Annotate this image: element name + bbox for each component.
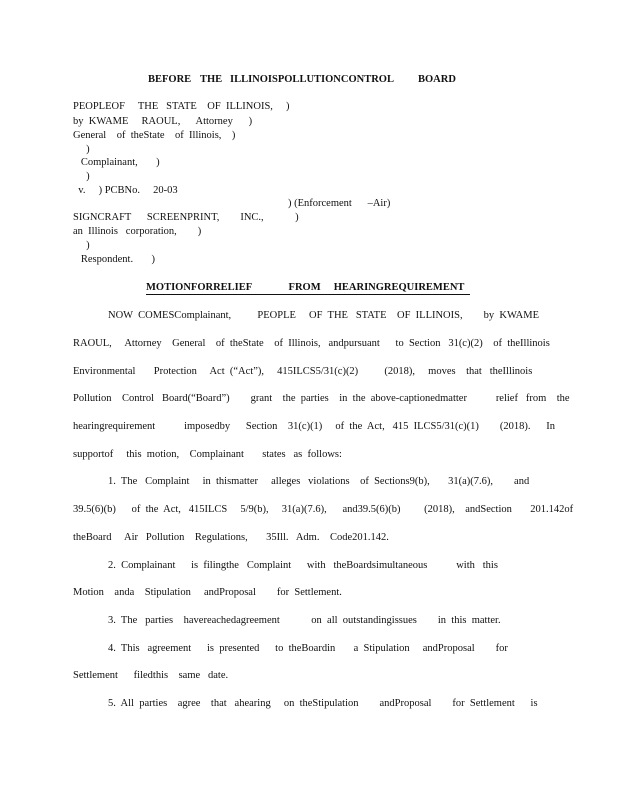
motion-title: MOTIONFORRELIEF FROM HEARINGREQUIREMENT — [146, 282, 470, 295]
caption-line: ) — [73, 144, 90, 155]
caption-line: Complainant, ) — [73, 157, 160, 168]
caption-line: an Illinois corporation, ) — [73, 226, 202, 237]
body-line: 3. The parties havereachedagreement on all outstandingissues in this matter. — [108, 615, 501, 626]
caption-enforcement: ) (Enforcement –Air) — [288, 198, 391, 209]
caption-line: ) — [73, 240, 90, 251]
body-line: 4. This agreement is presented to theBoardin a Stipulation andProposal for — [108, 643, 508, 654]
header-board: BOARD — [418, 74, 456, 85]
body-line: theBoard Air Pollution Regulations, 35Ill. Adm. Code201.142. — [73, 532, 389, 543]
header-board-name: ILLINOISPOLLUTIONCONTROL — [230, 74, 394, 85]
caption-line: ) — [73, 171, 90, 182]
body-line: NOW COMESComplainant, PEOPLE OF THE STATE OF ILLINOIS, by KWAME — [108, 310, 540, 321]
header-before: BEFORE — [148, 74, 192, 85]
body-line: 39.5(6)(b) of the Act, 415ILCS 5/9(b), 31(a)(7.6), and39.5(6)(b) (2018), andSection 201.142of — [73, 504, 574, 515]
body-line: supportof this motion, Complainant states as follows: — [73, 449, 342, 460]
body-line: RAOUL, Attorney General of theState of Illinois, andpursuant to Section 31(c)(2) of theIllinois — [73, 338, 550, 349]
body-line: 5. All parties agree that ahearing on theStipulation andProposal for Settlement is — [108, 698, 538, 709]
caption-line: General of theState of Illinois, ) — [73, 130, 236, 141]
body-line: 1. The Complaint in thismatter alleges violations of Sections9(b), 31(a)(7.6), and — [108, 476, 530, 487]
body-line: Environmental Protection Act (“Act”), 415ILCS5/31(c)(2) (2018), moves that theIllinois — [73, 366, 533, 377]
caption-line: Respondent. ) — [73, 254, 155, 265]
caption-line: PEOPLEOF THE STATE OF ILLINOIS, ) — [73, 101, 290, 112]
body-line: Settlement filedthis same date. — [73, 670, 229, 681]
body-line: 2. Complainant is filingthe Complaint with theBoardsimultaneous with this — [108, 560, 498, 571]
caption-line: v. ) PCBNo. 20-03 — [73, 185, 178, 196]
body-line: Motion anda Stipulation andProposal for Settlement. — [73, 587, 342, 598]
caption-line: by KWAME RAOUL, Attorney ) — [73, 116, 253, 127]
header-the: THE — [200, 74, 223, 85]
caption-line: SIGNCRAFT SCREENPRINT, INC., ) — [73, 212, 299, 223]
body-line: hearingrequirement imposedby Section 31(c)(1) of the Act, 415 ILCS5/31(c)(1) (2018). In — [73, 421, 556, 432]
body-line: Pollution Control Board(“Board”) grant the parties in the above-captionedmatter relief from the — [73, 393, 570, 404]
